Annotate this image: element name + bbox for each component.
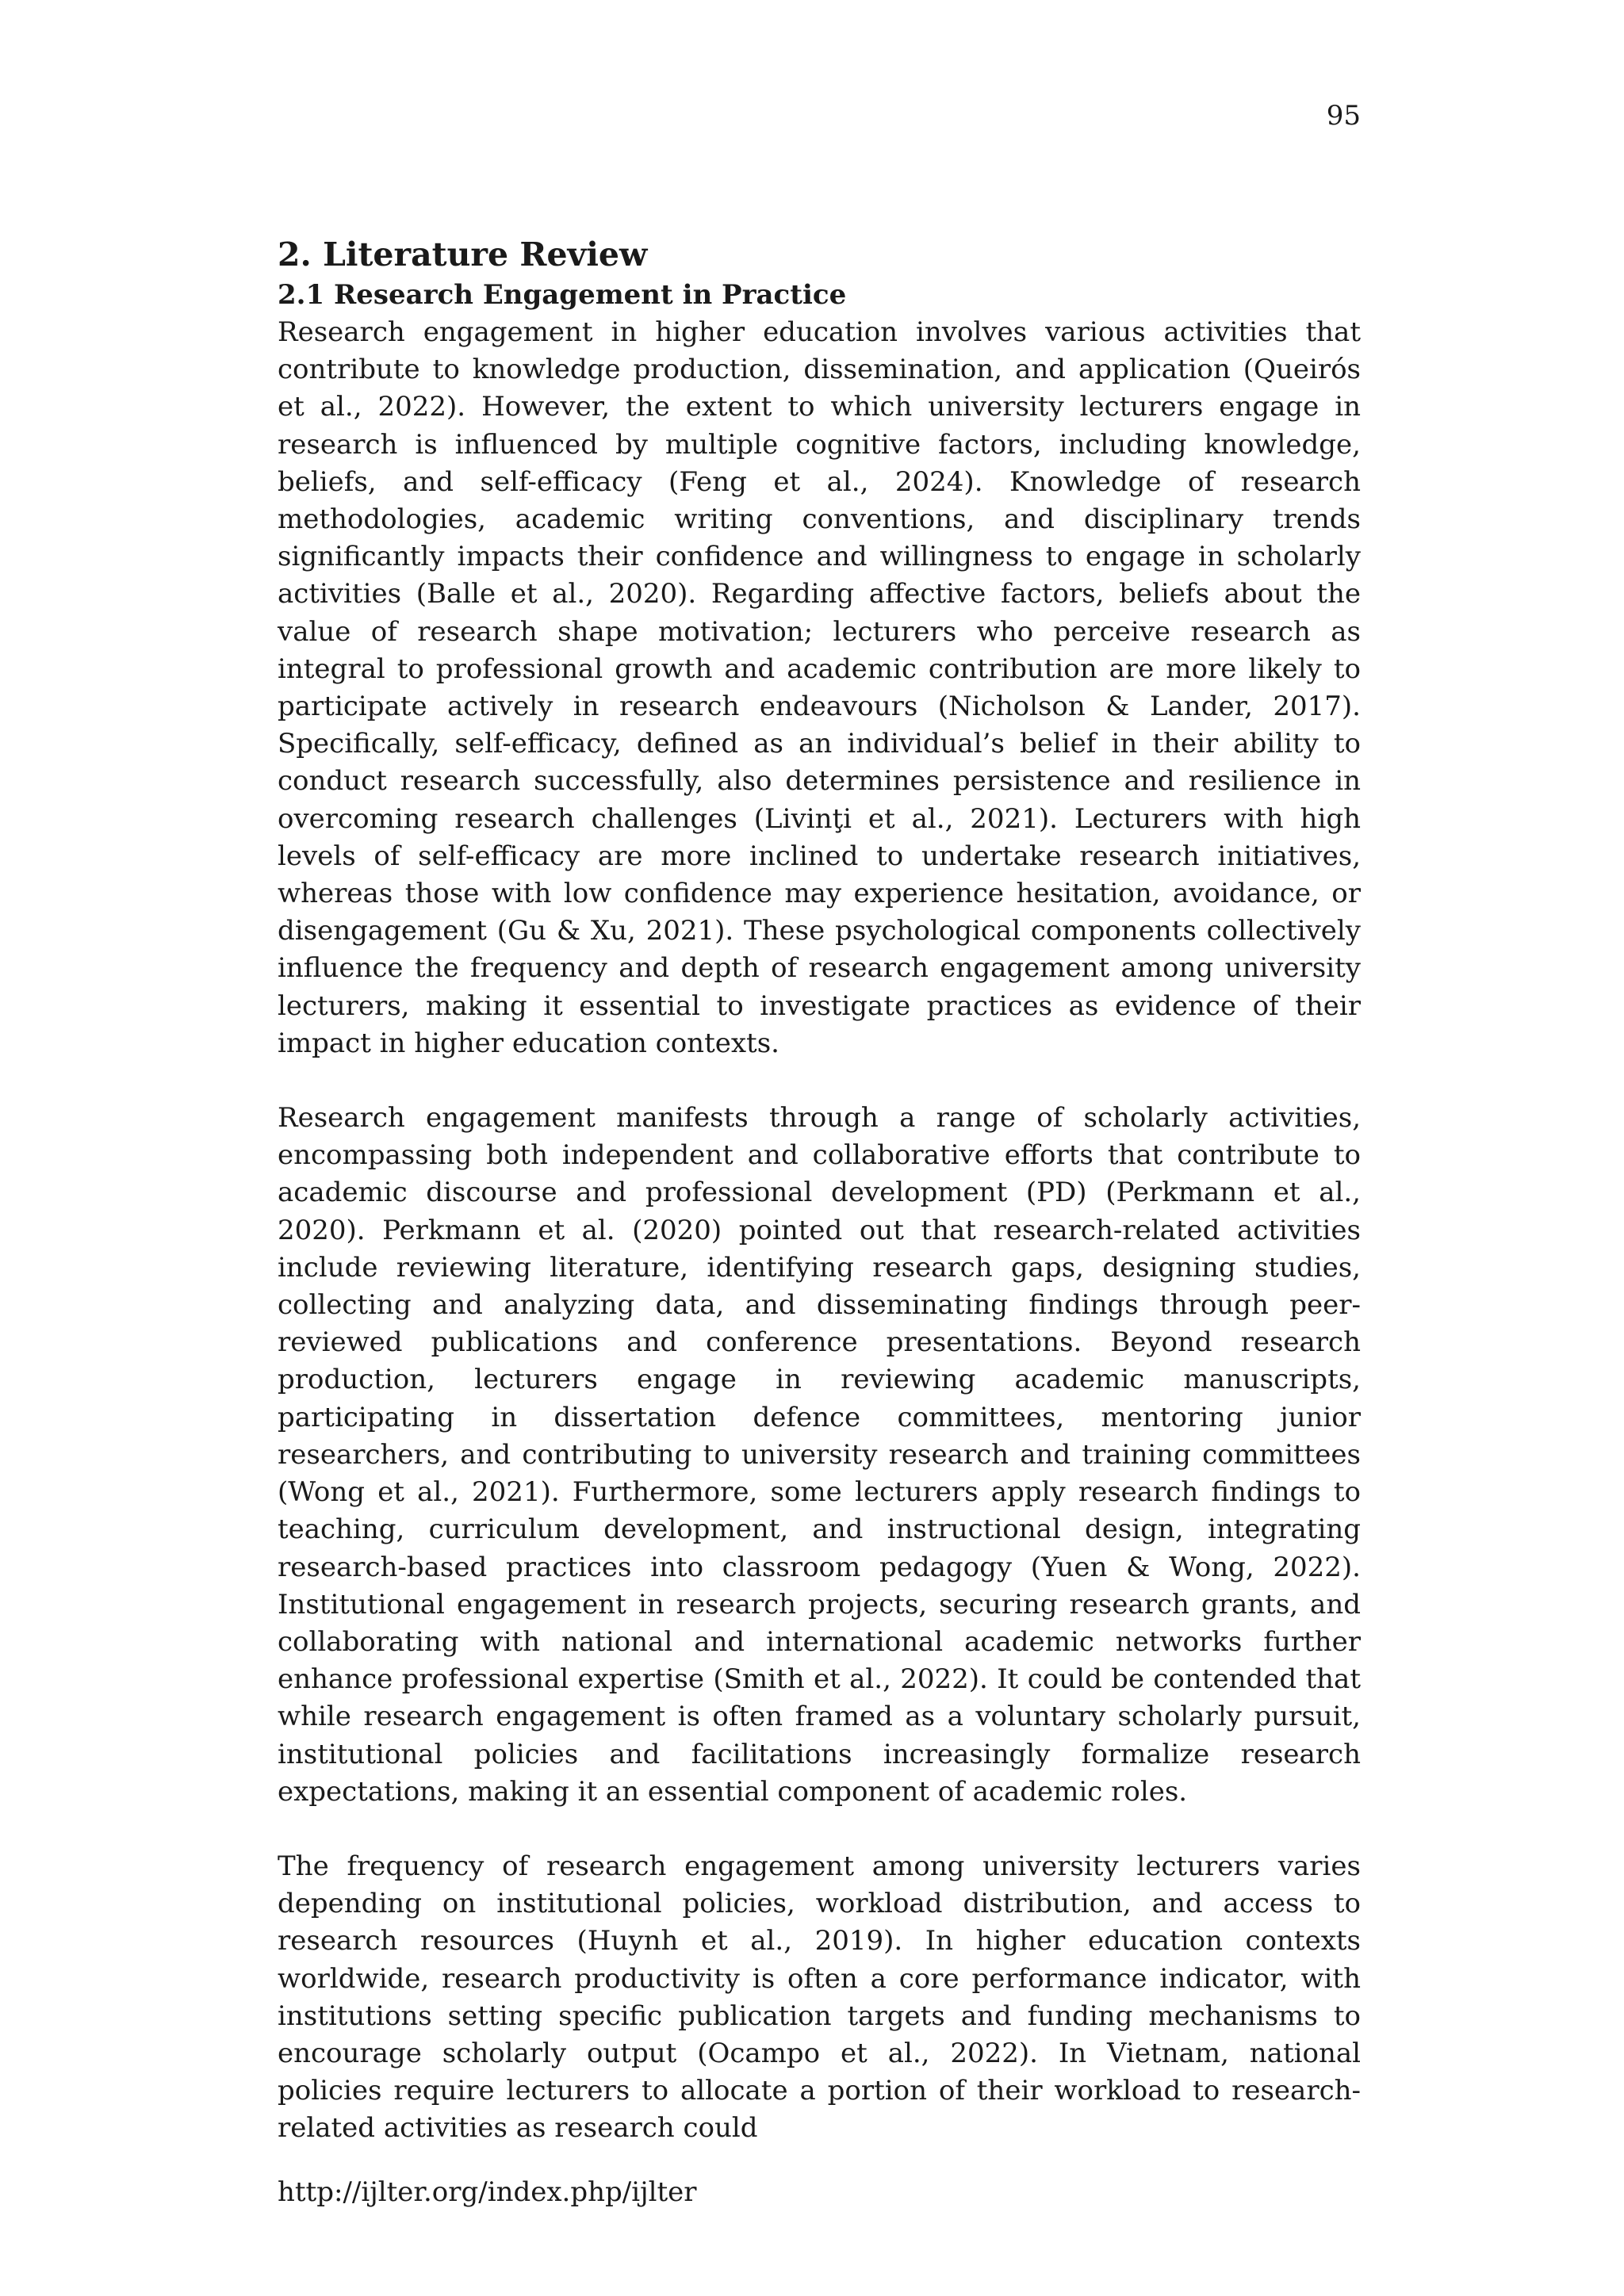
body-paragraph: Research engagement in higher education involves various activities that contribute to knowledge production, dissemination, and application (Queirós et al., 2022). However, the extent to which university lecturers engage in research is influenced by multiple cognitive factors, including knowledge, beliefs, and self-efficacy (Feng et al., 2024). Knowledge of research methodologies, academic writing conventions, and disciplinary trends significantly impacts their confidence and willingness to engage in scholarly activities (Balle et al., 2020). Regarding affective factors, beliefs about the value of research shape motivation; lecturers who perceive research as integral to professional growth and academic contribution are more likely to participate actively in research endeavours (Nicholson & Lander, 2017). Specifically, self-efficacy, defined as an individual’s belief in their ability to conduct research successfully, also determines persistence and resilience in overcoming research challenges (Livinţi et al., 2021). Lecturers with high levels of self-efficacy are more inclined to undertake research initiatives, whereas those with low confidence may experience hesitation, avoidance, or disengagement (Gu & Xu, 2021). These psychological components collectively influence the frequency and depth of research engagement among university lecturers, making it essential to investigate practices as evidence of their impact in higher education contexts. [278,316,1361,1059]
section-heading: 2. Literature Review [278,235,648,274]
article-body [278,233,1361,2148]
body-paragraph: The frequency of research engagement among university lecturers varies depending on institutional policies, workload distribution, and access to research resources (Huynh et al., 2019). In higher education contexts worldwide, research productivity is often a core performance indicator, with institutions setting specific publication targets and funding mechanisms to encourage scholarly output (Ocampo et al., 2022). In Vietnam, national policies require lecturers to allocate a portion of their workload to research-related activities as research could [278,1850,1361,2145]
body-paragraph: Research engagement manifests through a range of scholarly activities, encompassing both independent and collaborative efforts that contribute to academic discourse and professional development (PD) (Perkmann et al., 2020). Perkmann et al. (2020) pointed out that research-related activities include reviewing literature, identifying research gaps, designing studies, collecting and analyzing data, and disseminating findings through peer-reviewed publications and conference presentations. Beyond research production, lecturers engage in reviewing academic manuscripts, participating in dissertation defence committees, mentoring junior researchers, and contributing to university research and training committees (Wong et al., 2021). Furthermore, some lecturers apply research findings to teaching, curriculum development, and instructional design, integrating research-based practices into classroom pedagogy (Yuen & Wong, 2022). Institutional engagement in research projects, securing research grants, and collaborating with national and international academic networks further enhance professional expertise (Smith et al., 2022). It could be contended that while research engagement is often framed as a voluntary scholarly pursuit, institutional policies and facilitations increasingly formalize research expectations, making it an essential component of academic roles. [278,1102,1361,1808]
subsection-heading: 2.1 Research Engagement in Practice [278,279,847,311]
footer-url: http://ijlter.org/index.php/ijlter [278,2176,697,2208]
page-number: 95 [1326,100,1361,132]
